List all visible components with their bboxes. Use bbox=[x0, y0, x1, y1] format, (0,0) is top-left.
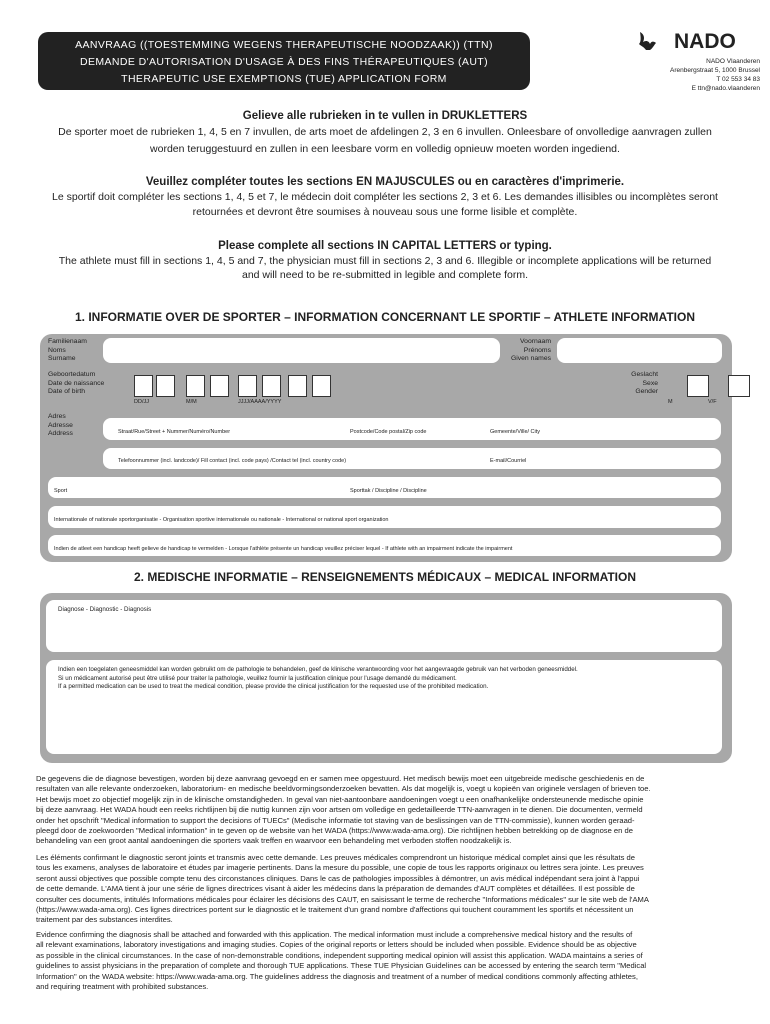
dob-year-digit2[interactable] bbox=[262, 375, 281, 397]
intro-en-line1: The athlete must fill in sections 1, 4, 5 and 7, the physician must fill in sections 2, 3 and 6. Illegible or incomplete applications will be returned bbox=[58, 255, 712, 267]
dob-label-en: Date of birth bbox=[48, 388, 86, 395]
org-street: Arenbergstraat 5, 1000 Brussel bbox=[670, 67, 760, 74]
para-line: bij deze aanvraag. Het WADA houdt een reeks richtlijnen bij die nuttig kunnen zijn voor artsen om volledige en gedetailleerde TTN-aanvragen in te dienen. Die documenten, vermeld bbox=[36, 805, 643, 815]
email-hint: E-mail/Courriel bbox=[490, 458, 527, 464]
para-line: Het bewijs moet zo objectief mogelijk zijn in de klinische omstandigheden. In geval van niet-aantoonbare aandoeningen voegt u een onafhankelijke ondersteunende medische opinie bbox=[36, 794, 644, 804]
para-line: consulter ces documents, intitulés Informations médicales pour éclairer les décisions des CAUT, en saisissant le terme de recherche "Informations médicales" sur le site web de l'AMA bbox=[36, 894, 649, 904]
dob-month-digit1[interactable] bbox=[186, 375, 205, 397]
title-fr: DEMANDE D'AUTORISATION D'USAGE À DES FINS THÉRAPEUTIQUES (AUT) bbox=[79, 56, 489, 68]
para-line: (https://www.wada-ama.org). Ces lignes directrices portent sur le diagnostic et le traitement d'un grand nombre d'affections qui touchent couramment les sportifs et nécessitent un bbox=[36, 905, 634, 915]
surname-input[interactable] bbox=[103, 338, 500, 363]
given-label-nl: Voornaam bbox=[520, 338, 551, 345]
justification-hint bbox=[58, 666, 578, 692]
intro-nl-line1: De sporter moet de rubrieken 1, 4, 5 en 7 invullen, de arts moet de afdelingen 2, 3 en 6 invullen. Onleesbare of onvolledige aanvragen zullen bbox=[58, 126, 712, 138]
impairment-hint: Indien de atleet een handicap heeft gelieve de handicap te vermelden - Lorsque l'athlète présente un handicap veuillez préciser lequel - If athlete with an impairment indicate the impairment bbox=[54, 546, 513, 552]
intro-nl-line2: worden teruggestuurd en zullen in een leesbare vorm en volledig opnieuw moeten worden ingediend. bbox=[150, 143, 620, 155]
diagnosis-hint: Diagnose - Diagnostic - Diagnosis bbox=[58, 606, 152, 613]
intro-fr-line1: Le sportif doit compléter les sections 1, 4, 5 et 7, le médecin doit compléter les sections 2, 3 et 6. Les demandes illisibles ou incomplètes seront bbox=[52, 191, 718, 203]
para-line: Les éléments confirmant le diagnostic seront joints et transmis avec cette demande. Les preuves médicales comprendront un historique médical complet ainsi que les résultats de bbox=[36, 853, 635, 862]
para-line: all relevant examinations, laboratory investigations and imaging studies. Copies of the original reports or letters should be included when possible. Evidence should be as objective bbox=[36, 940, 637, 950]
dob-year-digit1[interactable] bbox=[238, 375, 257, 397]
para-line: resultaten van alle relevante onderzoeken, laboratorium- en medische beeldvormingsonderzoeken bevatten. Als dat mogelijk is, voegt u kopieën van originele verslagen of brieven toe. bbox=[36, 784, 651, 794]
para-line: pleegd door de zoekwoorden "Medical information" in te geven op de website van het WADA (https://www.wada-ama.org). Die richtlijnen hebben betrekking op de diagnose en de bbox=[36, 826, 633, 836]
para-line: and requiring treatment with prohibited substances. bbox=[36, 982, 209, 992]
paragraph-nl bbox=[36, 774, 736, 847]
dob-label-nl: Geboortedatum bbox=[48, 371, 96, 378]
para-line: Information" on the WADA website: https://www.wada-ama.org. The guidelines address the diagnosis and treatment of a number of medical conditions commonly affecting athletes, bbox=[36, 971, 638, 981]
para-line: Evidence confirming the diagnosis shall be attached and forwarded with this application. The medical information must include a comprehensive medical history and the results of bbox=[36, 930, 633, 939]
org-name: NADO Vlaanderen bbox=[706, 58, 760, 65]
dob-day-digit1[interactable] bbox=[134, 375, 153, 397]
logo-text: NADO bbox=[674, 30, 736, 53]
discipline-hint: Sporttak / Discipline / Discipline bbox=[350, 488, 427, 494]
gender-label-en: Gender bbox=[635, 388, 658, 395]
dob-dd-hint: DD/JJ bbox=[134, 399, 149, 405]
address-label bbox=[48, 413, 73, 439]
dob-yyyy-hint: JJJJ/AAAA/YYYY bbox=[238, 399, 282, 405]
gender-male-checkbox[interactable] bbox=[687, 375, 709, 397]
given-label-en: Given names bbox=[510, 355, 551, 362]
given-names-input[interactable] bbox=[557, 338, 722, 363]
organization-hint: Internationale of nationale sportorganisatie - Organisation sportive internationale ou nationale - International or national sport organization bbox=[54, 517, 389, 523]
para-line: onder het opschrift "Medical information to support the decisions of TUECs" (Medische informatie tot staving van de beslissingen van de TTN-commissie), kunnen worden geraad- bbox=[36, 815, 635, 825]
dob-year-digit4[interactable] bbox=[312, 375, 331, 397]
justification-nl: Indien een toegelaten geneesmiddel kan worden gebruikt om de pathologie te behandelen, geef de klinische verantwoording voor het aangevraagde gebruik van het verboden geneesmiddel. bbox=[58, 666, 578, 673]
dob-year-digit3[interactable] bbox=[288, 375, 307, 397]
org-address-block bbox=[600, 57, 760, 93]
dob-label-fr: Date de naissance bbox=[48, 379, 105, 387]
para-line: De gegevens die de diagnose bevestigen, worden bij deze aanvraag gevoegd en er samen mee opgestuurd. Het medisch bewijs moet een uitgebreide medische geschiedenis en de bbox=[36, 774, 645, 783]
form-title-banner bbox=[38, 32, 530, 90]
sport-hint: Sport bbox=[54, 488, 68, 494]
intro-en-line2: and will need to be re-submitted in legible and complete form. bbox=[242, 269, 528, 281]
org-phone: T 02 553 34 83 bbox=[716, 76, 760, 83]
org-email: E ttn@nado.vlaanderen bbox=[691, 85, 760, 92]
gender-label bbox=[600, 371, 658, 397]
city-hint: Gemeente/Ville/ City bbox=[490, 429, 541, 435]
intro-nl-heading: Gelieve alle rubrieken in te vullen in DRUKLETTERS bbox=[242, 110, 528, 122]
address-label-nl: Adres bbox=[48, 413, 66, 420]
dob-day-digit2[interactable] bbox=[156, 375, 175, 397]
intro-en-heading: Please complete all sections IN CAPITAL LETTERS or typing. bbox=[218, 240, 552, 252]
paragraph-fr bbox=[36, 853, 736, 926]
postcode-hint: Postcode/Code postal/Zip code bbox=[350, 429, 427, 435]
gender-label-nl: Geslacht bbox=[631, 371, 658, 378]
paragraph-en bbox=[36, 930, 736, 992]
gender-male-label: M bbox=[668, 399, 673, 405]
gender-female-label: V/F bbox=[708, 399, 717, 405]
phone-hint: Telefoonnummer (incl. landcode)/ Fill contact (incl. code pays) /Contact tel (incl. country code) bbox=[118, 458, 347, 464]
surname-label-en: Surname bbox=[48, 355, 76, 362]
gender-female-checkbox[interactable] bbox=[728, 375, 750, 397]
gender-label-fr: Sexe bbox=[642, 379, 658, 387]
para-line: seront aussi objectives que possible compte tenu des circonstances cliniques. Dans le cas de pathologies impossibles à démontrer, un avis médical indépendant sera joint à l'appui bbox=[36, 873, 640, 883]
section2-title: 2. MEDISCHE INFORMATIE – RENSEIGNEMENTS MÉDICAUX – MEDICAL INFORMATION bbox=[133, 570, 637, 584]
address-label-en: Address bbox=[48, 430, 73, 437]
lion-icon bbox=[636, 30, 658, 52]
para-line: tous les examens, analyses de laboratoire et études par imagerie pertinents. Dans la mesure du possible, une copie de tous les rapports originaux ou lettres sera jointe. Les preuves bbox=[36, 863, 644, 873]
para-line: traitement par des substances interdites. bbox=[36, 915, 173, 925]
para-line: behandeling van een groot aantal aandoeningen die sporters vaak treffen en waarvoor een behandeling met verboden stoffen noodzakelijk is. bbox=[36, 836, 512, 846]
section1-title: 1. INFORMATIE OVER DE SPORTER – INFORMATION CONCERNANT LE SPORTIF – ATHLETE INFORMATION bbox=[74, 310, 695, 324]
surname-label-nl: Familienaam bbox=[48, 338, 87, 345]
surname-label bbox=[48, 338, 87, 364]
intro-en bbox=[30, 240, 740, 282]
para-line: guidelines to assist physicians in the preparation of complete and thorough TUE applications. These TUE Physician Guidelines can be accessed by entering the search term "Medical bbox=[36, 961, 647, 971]
para-line: de cette demande. L'AMA tient à jour une série de lignes directrices visant à aider les médecins dans la préparation de demandes d'AUT complètes et détaillées. Il est possible de bbox=[36, 884, 635, 894]
intro-fr-line2: retournées et devront être soumises à nouveau sous une forme lisible et complète. bbox=[192, 206, 578, 218]
dob-label bbox=[48, 371, 104, 397]
title-en: THERAPEUTIC USE EXEMPTIONS (TUE) APPLICATION FORM bbox=[121, 73, 447, 85]
surname-label-fr: Noms bbox=[48, 346, 66, 354]
given-label-fr: Prénoms bbox=[523, 346, 551, 354]
given-names-label bbox=[500, 338, 551, 364]
justification-en: If a permitted medication can be used to treat the medical condition, please provide the clinical justification for the requested use of the prohibited medication. bbox=[58, 683, 489, 690]
title-nl: AANVRAAG ((TOESTEMMING WEGENS THERAPEUTISCHE NOODZAAK)) (TTN) bbox=[75, 39, 493, 51]
address-label-fr: Adresse bbox=[48, 421, 73, 429]
street-hint: Straat/Rue/Street + Nummer/Numéro/Number bbox=[118, 429, 231, 435]
intro-fr bbox=[30, 176, 740, 220]
dob-month-digit2[interactable] bbox=[210, 375, 229, 397]
intro-nl bbox=[30, 110, 740, 158]
dob-mm-hint: M/M bbox=[186, 399, 197, 405]
intro-fr-heading: Veuillez compléter toutes les sections EN MAJUSCULES ou en caractères d'imprimerie. bbox=[145, 176, 625, 188]
justification-fr: Si un médicament autorisé peut être utilisé pour traiter la pathologie, veuillez fournir la justification clinique pour l'usage demandé du médicament. bbox=[58, 674, 457, 682]
para-line: as possible in the clinical circumstances. In the case of non-demonstrable conditions, independent supporting medical opinion will assist this application. WADA maintains a series of bbox=[36, 950, 643, 960]
